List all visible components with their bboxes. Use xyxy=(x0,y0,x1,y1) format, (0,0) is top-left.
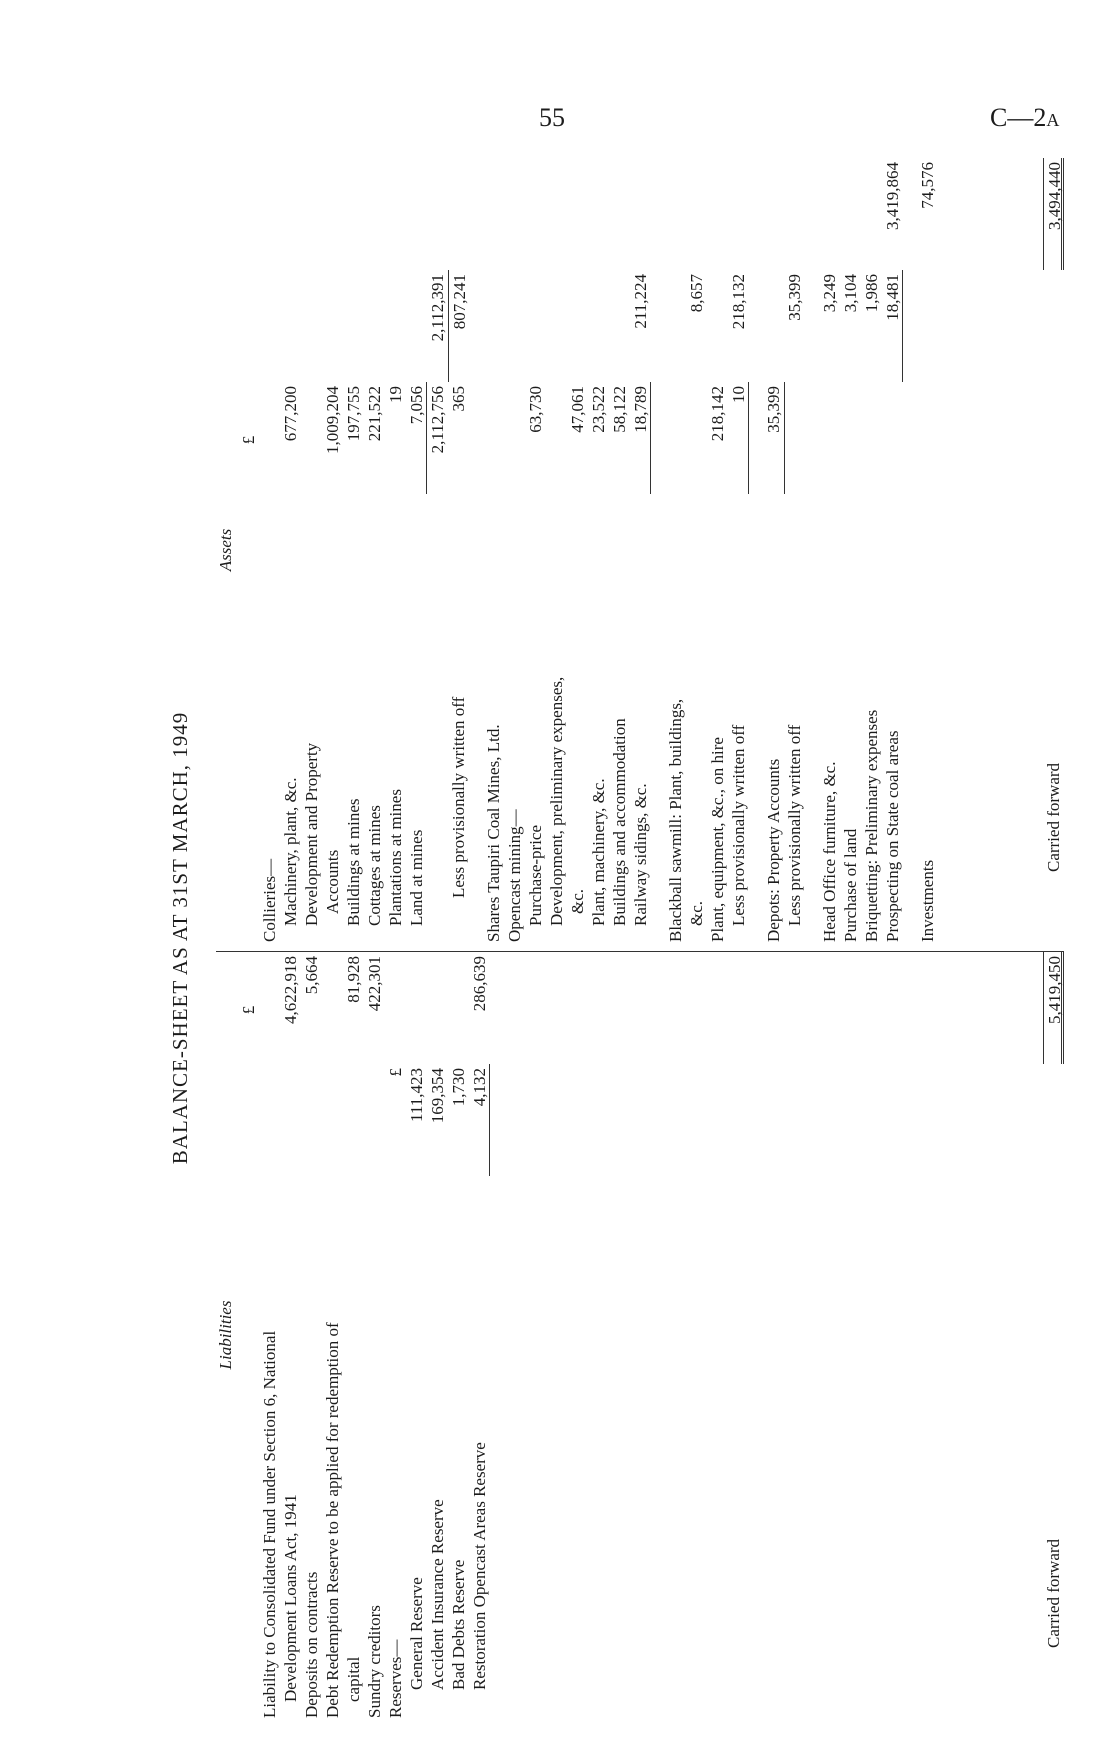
assets-row xyxy=(483,158,504,942)
liabilities-row xyxy=(322,952,343,1718)
assets-amount-c xyxy=(343,158,364,270)
assets-amount-b xyxy=(546,270,567,382)
liabilities-amount-b: 286,639 xyxy=(470,956,489,1012)
liabilities-amount-b: 422,301 xyxy=(365,956,384,1012)
liabilities-carried-forward xyxy=(1043,952,1064,1718)
liabilities-amount-b xyxy=(427,952,448,1064)
assets-amount-c xyxy=(728,158,749,270)
assets-amount-c xyxy=(280,158,301,270)
assets-amount-a xyxy=(665,382,686,494)
assets-row-label: Opencast mining— xyxy=(505,809,524,942)
assets-amount-a xyxy=(504,382,525,494)
assets-amount-c xyxy=(665,158,686,270)
liabilities-amount-a: £ xyxy=(386,1068,405,1077)
assets-amount-a xyxy=(917,382,938,494)
assets-amount-c xyxy=(686,158,707,270)
assets-row xyxy=(322,158,343,942)
assets-amount-b xyxy=(917,270,938,382)
assets-amount-b: 18,481 xyxy=(882,270,903,382)
assets-amount-a: 218,142 xyxy=(708,386,727,442)
liabilities-row xyxy=(469,952,490,1718)
assets-row-label: Buildings and accommodation xyxy=(610,718,629,926)
assets-row xyxy=(609,158,630,942)
liabilities-side xyxy=(216,951,1064,1718)
assets-row-label: Buildings at mines xyxy=(344,798,363,926)
assets-amount-a xyxy=(784,382,805,494)
assets-row-label: Cottages at mines xyxy=(365,805,384,926)
assets-row-label: Less provisionally written off xyxy=(729,724,748,926)
liabilities-row xyxy=(385,952,406,1718)
report-code: C—2A xyxy=(990,103,1060,132)
assets-side xyxy=(216,158,1064,942)
assets-amount-b xyxy=(343,270,364,382)
assets-amount-a: 19 xyxy=(386,386,405,403)
assets-row-label: &c. xyxy=(568,888,587,914)
liabilities-row xyxy=(448,952,469,1718)
assets-row xyxy=(861,158,882,942)
assets-amount-a: 63,730 xyxy=(526,386,545,433)
liabilities-row-label: Liability to Consolidated Fund under Section 6, National xyxy=(260,1330,279,1718)
assets-amount-a xyxy=(861,382,882,494)
assets-amount-b: 2,112,391 xyxy=(428,274,447,342)
assets-row xyxy=(504,158,525,942)
assets-amount-a: 10 xyxy=(728,382,749,494)
assets-amount-c: 74,576 xyxy=(918,162,937,209)
assets-row-label xyxy=(427,494,448,942)
assets-amount-a: 2,112,756 xyxy=(428,386,447,454)
assets-amount-b: 218,132 xyxy=(729,274,748,330)
liabilities-row xyxy=(427,952,448,1718)
row-spacer xyxy=(749,158,763,942)
liabilities-amount-b xyxy=(259,952,280,1064)
liabilities-amount-a xyxy=(322,1064,343,1176)
assets-amount-a: 197,755 xyxy=(344,386,363,442)
assets-row-label: Less provisionally written off xyxy=(449,696,468,898)
assets-row xyxy=(343,158,364,942)
assets-amount-a: 47,061 xyxy=(568,386,587,433)
assets-row xyxy=(525,158,546,942)
liabilities-amount-b xyxy=(448,952,469,1064)
assets-row xyxy=(630,158,651,942)
assets-amount-a xyxy=(686,382,707,494)
assets-amount-b xyxy=(406,270,427,382)
assets-amount-a: 365 xyxy=(449,386,468,412)
assets-row-label: Development and Property xyxy=(302,742,321,926)
assets-amount-a xyxy=(301,382,322,494)
liabilities-row-label: capital xyxy=(344,1656,363,1702)
assets-rows xyxy=(259,158,938,942)
assets-amount-c xyxy=(259,158,280,270)
assets-amount-b: 211,224 xyxy=(631,274,650,329)
assets-row xyxy=(427,158,448,942)
assets-amount-c xyxy=(784,158,805,270)
assets-row-label: Plant, equipment, &c., on hire xyxy=(708,737,727,942)
liabilities-row xyxy=(259,952,280,1718)
assets-row-label: Head Office furniture, &c. xyxy=(820,761,839,942)
assets-amount-a: 58,122 xyxy=(610,386,629,433)
assets-amount-b xyxy=(707,270,728,382)
assets-amount-a: 35,399 xyxy=(764,386,783,433)
assets-row xyxy=(707,158,728,942)
assets-row-label: Blackball sawmill: Plant, buildings, xyxy=(666,698,685,942)
liabilities-amount-a xyxy=(259,1064,280,1176)
liabilities-amount-b xyxy=(322,952,343,1064)
assets-row xyxy=(567,158,588,942)
row-spacer xyxy=(469,158,483,942)
liabilities-row-label: Deposits on contracts xyxy=(302,1571,321,1718)
assets-row xyxy=(385,158,406,942)
liabilities-carried-forward-label: Carried forward xyxy=(1044,1538,1063,1648)
assets-amount-c xyxy=(763,158,784,270)
assets-amount-b: 3,249 xyxy=(820,274,839,313)
assets-amount-b xyxy=(322,270,343,382)
assets-amount-c xyxy=(630,158,651,270)
liabilities-row-label: Accident Insurance Reserve xyxy=(428,1499,447,1690)
liabilities-rows xyxy=(259,952,490,1718)
liabilities-amount-a: 169,354 xyxy=(428,1068,447,1124)
assets-amount-b xyxy=(665,270,686,382)
assets-amount-c xyxy=(819,158,840,270)
assets-row xyxy=(280,158,301,942)
assets-row xyxy=(819,158,840,942)
row-spacer xyxy=(903,158,917,942)
assets-amount-b: 8,657 xyxy=(687,274,706,313)
liabilities-row-label: Debt Redemption Reserve to be applied for redemption of xyxy=(323,1322,342,1718)
assets-carried-forward-label: Carried forward xyxy=(1044,762,1063,872)
assets-amount-b xyxy=(364,270,385,382)
assets-row-label: Less provisionally written off xyxy=(785,724,804,926)
assets-amount-b: 807,241 xyxy=(448,270,469,382)
liabilities-row xyxy=(364,952,385,1718)
assets-carried-forward-total: 3,494,440 xyxy=(1043,158,1064,270)
liabilities-row xyxy=(301,952,322,1718)
assets-amount-c xyxy=(840,158,861,270)
assets-amount-c xyxy=(483,158,504,270)
liabilities-amount-a xyxy=(343,1064,364,1176)
liabilities-row-label: Development Loans Act, 1941 xyxy=(281,1494,300,1702)
rotated-balance-sheet xyxy=(168,158,1064,1718)
assets-amount-b xyxy=(259,270,280,382)
row-spacer xyxy=(805,158,819,942)
assets-heading: Assets xyxy=(216,528,235,572)
assets-row xyxy=(259,158,280,942)
assets-row xyxy=(301,158,322,942)
assets-row-label: Purchase of land xyxy=(841,828,860,942)
assets-amount-b xyxy=(385,270,406,382)
assets-row-label: Investments xyxy=(918,859,937,942)
assets-row-label: Prospecting on State coal areas xyxy=(883,730,902,942)
liabilities-row xyxy=(343,952,364,1718)
assets-amount-c: 3,419,864 xyxy=(883,162,902,230)
assets-amount-b xyxy=(280,270,301,382)
liabilities-amount-a xyxy=(364,1064,385,1176)
assets-amount-c xyxy=(567,158,588,270)
liabilities-amount-b: 81,928 xyxy=(344,956,363,1003)
assets-row xyxy=(588,158,609,942)
assets-row xyxy=(686,158,707,942)
assets-carried-forward xyxy=(1043,158,1064,942)
liabilities-row xyxy=(280,952,301,1718)
assets-amount-c xyxy=(301,158,322,270)
assets-amount-b xyxy=(301,270,322,382)
assets-amount-c xyxy=(448,158,469,270)
assets-amount-c xyxy=(322,158,343,270)
liabilities-heading: Liabilities xyxy=(216,1300,235,1370)
liabilities-amount-a: 111,423 xyxy=(407,1068,426,1122)
assets-row xyxy=(840,158,861,942)
assets-amount-b xyxy=(567,270,588,382)
assets-amount-a xyxy=(259,382,280,494)
assets-row xyxy=(763,158,784,942)
liabilities-row-label: Bad Debts Reserve xyxy=(449,1559,468,1690)
assets-amount-b xyxy=(609,270,630,382)
assets-row-label: Briquetting: Preliminary expenses xyxy=(862,709,881,942)
assets-currency-row xyxy=(238,158,259,942)
row-spacer xyxy=(651,158,665,942)
assets-amount-c xyxy=(609,158,630,270)
assets-row xyxy=(728,158,749,942)
assets-row xyxy=(882,158,903,942)
liabilities-row-label: Reserves— xyxy=(386,1639,405,1718)
assets-amount-a: 18,789 xyxy=(630,382,651,494)
assets-amount-c xyxy=(861,158,882,270)
assets-amount-b xyxy=(588,270,609,382)
liabilities-amount-b: 4,622,918 xyxy=(281,956,300,1024)
assets-amount-a: 1,009,204 xyxy=(323,386,342,454)
assets-amount-c xyxy=(406,158,427,270)
assets-row-label: Shares Taupiri Coal Mines, Ltd. xyxy=(484,724,503,942)
assets-amount-b: 3,104 xyxy=(841,274,860,313)
assets-row-label: &c. xyxy=(687,900,706,926)
liabilities-amount-a xyxy=(280,1064,301,1176)
assets-amount-c xyxy=(588,158,609,270)
assets-amount-a xyxy=(546,382,567,494)
assets-row xyxy=(546,158,567,942)
assets-amount-b xyxy=(504,270,525,382)
assets-amount-b: 1,986 xyxy=(862,274,881,313)
liabilities-carried-forward-total: 5,419,450 xyxy=(1043,952,1064,1064)
assets-row-label: Depots: Property Accounts xyxy=(764,758,783,942)
assets-amount-b xyxy=(483,270,504,382)
assets-amount-a xyxy=(819,382,840,494)
assets-amount-b xyxy=(763,270,784,382)
assets-row xyxy=(917,158,938,942)
liabilities-amount-a: 1,730 xyxy=(449,1068,468,1107)
assets-amount-c xyxy=(525,158,546,270)
assets-amount-c xyxy=(427,158,448,270)
assets-row-label: Development, preliminary expenses, xyxy=(547,676,566,926)
assets-row-label: Land at mines xyxy=(407,829,426,926)
assets-amount-c xyxy=(364,158,385,270)
liabilities-row-label: Restoration Opencast Areas Reserve xyxy=(470,1442,489,1690)
assets-row-label: Purchase-price xyxy=(526,824,545,926)
liabilities-amount-a: 4,132 xyxy=(469,1064,490,1176)
liabilities-currency-row xyxy=(238,952,259,1718)
assets-currency: £ xyxy=(239,435,258,445)
assets-amount-c xyxy=(385,158,406,270)
assets-amount-a xyxy=(882,382,903,494)
assets-row xyxy=(665,158,686,942)
assets-row xyxy=(784,158,805,942)
assets-row-label: Railway sidings, &c. xyxy=(631,783,650,926)
assets-amount-a: 7,056 xyxy=(406,382,427,494)
assets-row-label: Plantations at mines xyxy=(386,789,405,926)
assets-amount-c xyxy=(504,158,525,270)
liabilities-amount-b xyxy=(406,952,427,1064)
assets-amount-c xyxy=(546,158,567,270)
assets-amount-a: 221,522 xyxy=(365,386,384,442)
assets-amount-a xyxy=(483,382,504,494)
assets-row-label: Accounts xyxy=(323,849,342,914)
liabilities-amount-a xyxy=(301,1064,322,1176)
assets-amount-a: 23,522 xyxy=(589,386,608,433)
liabilities-row-label: Sundry creditors xyxy=(365,1605,384,1718)
liabilities-currency: £ xyxy=(239,1005,258,1015)
assets-amount-b: 35,399 xyxy=(785,274,804,321)
assets-row-label: Machinery, plant, &c. xyxy=(281,777,300,926)
assets-row-label: Plant, machinery, &c. xyxy=(589,778,608,926)
balance-sheet-title: BALANCE-SHEET AS AT 31ST MARCH, 1949 xyxy=(168,711,192,1165)
liabilities-amount-b xyxy=(385,952,406,1064)
assets-amount-b xyxy=(525,270,546,382)
page-number: 55 xyxy=(539,103,565,132)
assets-row xyxy=(406,158,427,942)
liabilities-row xyxy=(406,952,427,1718)
assets-amount-a xyxy=(840,382,861,494)
liabilities-amount-b: 5,664 xyxy=(302,956,321,995)
assets-row xyxy=(364,158,385,942)
assets-amount-c xyxy=(707,158,728,270)
assets-row-label: Collieries— xyxy=(260,858,279,942)
assets-row xyxy=(448,158,469,942)
assets-amount-a: 677,200 xyxy=(281,386,300,442)
liabilities-row-label: General Reserve xyxy=(407,1577,426,1690)
